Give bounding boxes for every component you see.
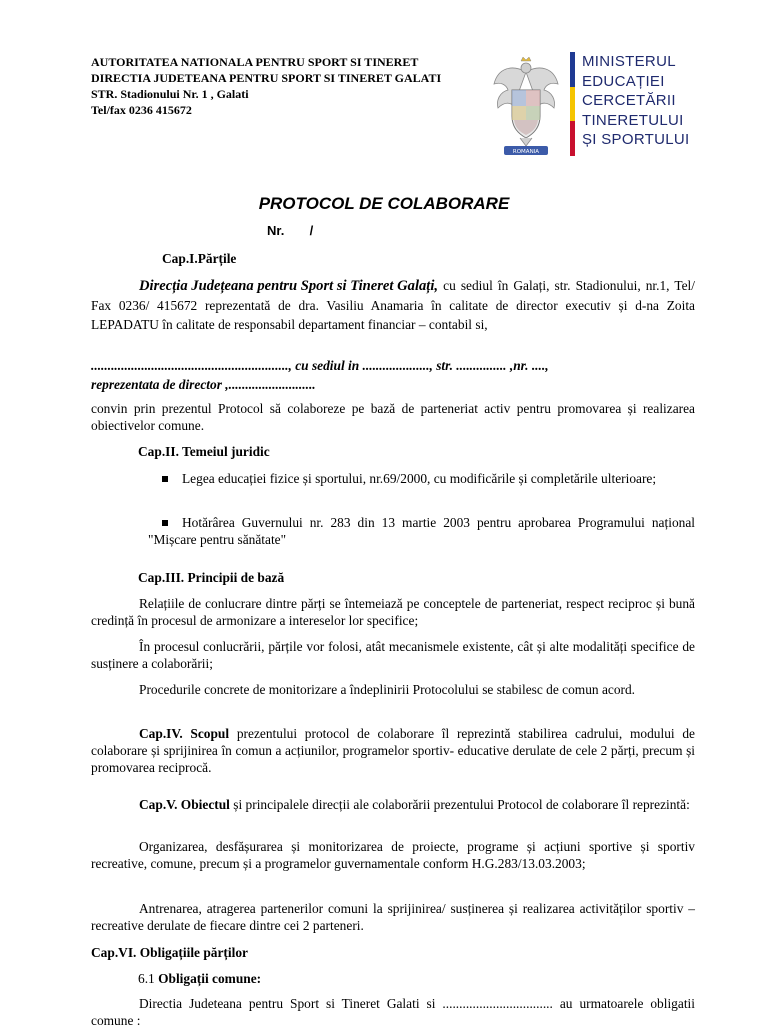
ministry-logo xyxy=(490,50,720,162)
object-heading: Cap.V. Obiectul xyxy=(139,797,230,812)
legal-basis-text: Legea educației fizice și sportului, nr.69/2000, cu modificările și completările ulterioare; xyxy=(182,471,657,486)
section-heading-principles: Cap.III. Principii de bază xyxy=(138,570,285,585)
scope-text: prezentului protocol de colaborare îl reprezintă stabilirea cadrului, modului de colaborare și sprijinirea în comun a acțiunilor, programelor sportiv- educative derulate de cele 2 părți, precum și promovarea reciprocă. xyxy=(91,726,695,775)
legal-basis-item xyxy=(148,470,695,487)
legal-basis-item xyxy=(148,514,695,548)
header-line-directorate: DIRECTIA JUDETEANA PENTRU SPORT SI TINERET GALATI xyxy=(91,71,442,85)
subsection-number: 6.1 xyxy=(138,971,159,986)
party2-line-director: reprezentata de director ,.......................... xyxy=(91,377,316,392)
legal-basis-text: Hotărârea Guvernului nr. 283 din 13 martie 2003 pentru aprobarea Programului național "Mișcare pentru sănătate" xyxy=(148,515,695,547)
romania-coat-of-arms-icon xyxy=(490,54,562,158)
object-text: și principalele direcții ale colaborării prezentului Protocol de colaborare îl reprezintă: xyxy=(229,797,690,812)
ministry-name xyxy=(582,52,690,150)
party2-paragraph xyxy=(91,356,695,394)
document-title: PROTOCOL DE COLABORARE xyxy=(258,194,510,213)
object-item-paragraph: Organizarea, desfășurarea și monitorizarea de proiecte, programe și acțiuni sportive și sportiv recreative, comune, precum și a programelor guvernamentale conform H.G.283/13.03.2003; xyxy=(91,839,695,871)
scope-paragraph xyxy=(91,725,695,776)
party1-paragraph xyxy=(91,276,695,334)
object-paragraph xyxy=(91,796,695,813)
header-line-authority: AUTORITATEA NATIONALA PENTRU SPORT SI TINERET xyxy=(91,55,419,69)
header-line-phone: Tel/fax 0236 415672 xyxy=(91,103,192,117)
ministry-line: MINISTERUL xyxy=(582,53,676,70)
party1-details: cu sediul în Galați, str. Stadionului, nr.1, Tel/ Fax 0236/ 415672 reprezentată de dra. Vasiliu Anamaria în calitate de director executiv și d-na Zoita LEPADATU în calitate de responsabil departament financiar – contabil si, xyxy=(91,278,695,332)
section-heading-legal-basis: Cap.II. Temeiul juridic xyxy=(138,444,270,459)
ministry-line: CERCETĂRII xyxy=(582,92,676,109)
agreement-paragraph: convin prin prezentul Protocol să colaboreze pe bază de parteneriat activ pentru promovarea și realizarea obiectivelor comune. xyxy=(91,401,695,433)
party2-line-address: ..........................................................., cu sediul in ...................., str. ............... ,nr. ...., xyxy=(91,358,549,373)
ministry-line: ȘI SPORTULUI xyxy=(582,131,690,148)
header-line-address: STR. Stadionului Nr. 1 , Galati xyxy=(91,87,249,101)
common-obligations-paragraph: Directia Judeteana pentru Sport si Tineret Galati si ................................. au urmatoarele obligatii comune : xyxy=(91,996,695,1028)
principle-paragraph: În procesul conlucrării, părțile vor folosi, atât mecanismele existente, cât și alte modalități specifice de susținere a colaborării; xyxy=(91,639,695,671)
ministry-line: TINERETULUI xyxy=(582,111,684,129)
section-heading-parties: Cap.I.Părțile xyxy=(162,251,237,266)
bullet-icon xyxy=(162,476,168,482)
tricolor-stripe-icon xyxy=(570,52,575,156)
subsection-title: Obligații comune: xyxy=(158,971,262,986)
principle-paragraph: Relațiile de conlucrare dintre părți se întemeiază pe conceptele de parteneriat, respect reciproc și bună credință în procesul de armonizare a intereselor lor specifice; xyxy=(91,596,695,628)
section-heading-obligations: Cap.VI. Obligațiile părților xyxy=(91,945,248,960)
protocol-number: Nr. / xyxy=(267,223,314,238)
scope-heading: Cap.IV. Scopul xyxy=(139,726,230,741)
ministry-line: EDUCAȚIEI xyxy=(582,72,665,90)
institution-header xyxy=(91,54,441,118)
party1-name: Direcția Județeana pentru Sport si Tineret Galați, xyxy=(139,278,439,294)
object-item-paragraph: Antrenarea, atragerea partenerilor comuni la sprijinirea/ susținerea și realizarea activităților sportiv – recreative derulate de fiecare dintre cei 2 parteneri. xyxy=(91,901,695,933)
principle-paragraph: Procedurile concrete de monitorizare a îndeplinirii Protocolului se stabilesc de comun acord. xyxy=(139,682,636,697)
crest-banner-label: ROMANIA xyxy=(512,149,540,155)
subsection-common-obligations xyxy=(138,970,742,987)
bullet-icon xyxy=(162,520,168,526)
